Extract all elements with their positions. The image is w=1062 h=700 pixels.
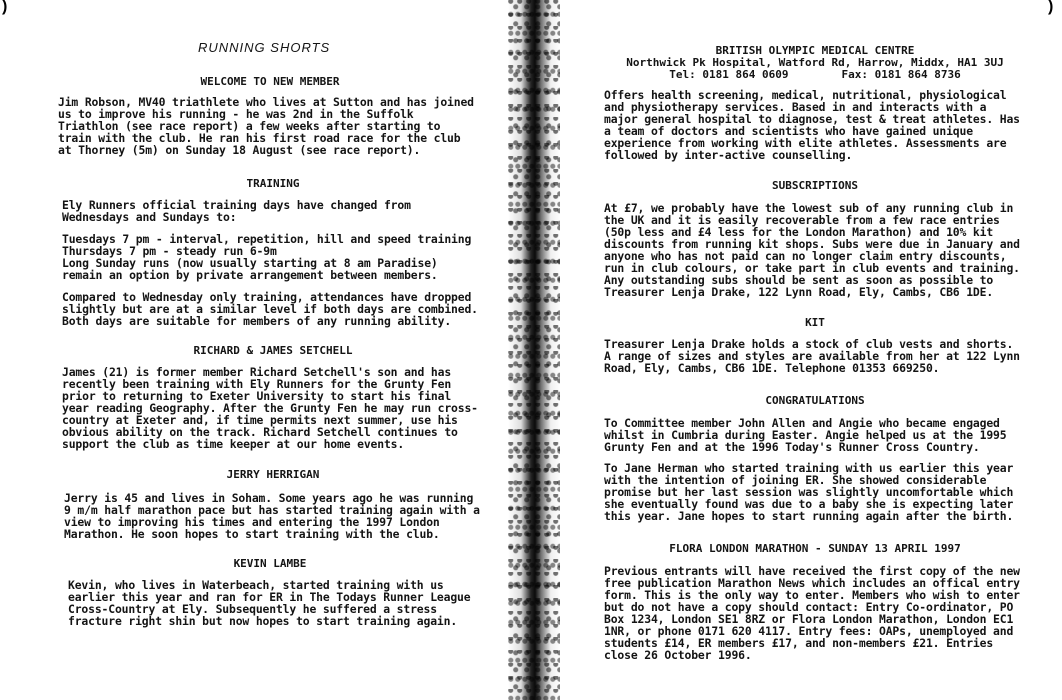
section-heading-london-marathon: FLORA LONDON MARATHON - SUNDAY 13 APRIL 1997 [669,542,961,555]
section-heading-kit: KIT [805,316,825,329]
page-edge-mark-left: ) [2,0,8,15]
section-heading-congratulations: CONGRATULATIONS [765,394,865,407]
paragraph-setchell: James (21) is former member Richard Setchell's son and has recently been training with Ely Runners for the Grunty Fen prior to returning to Exeter University to start his final year reading Geography. After the Grunty Fen he may run cross- country at Exeter and, if time permits next summer, use his obvious ability on the track. Richard Setchell continues to support the club as time keeper at our home events. [62,365,478,451]
paragraph-training-schedule: Tuesdays 7 pm - interval, repetition, hill and speed training Thursdays 7 pm - steady run 6-9m Long Sunday runs (now usually starting at 8 am Paradise) remain an option by private arrangement between members. [62,232,472,282]
section-heading-setchell: RICHARD & JAMES SETCHELL [193,344,353,357]
paragraph-congratulations-allen: To Committee member John Allen and Angie who became engaged whilst in Cumbria during Easter. Angie helped us at the 1995 Grunty Fen and at the 1996 Today's Runner Cross Country. [604,416,1007,454]
page-edge-mark-right: ) [1048,0,1054,15]
bomc-phone-fax: Tel: 0181 864 0609 Fax: 0181 864 8736 [669,68,961,81]
paragraph-london-marathon: Previous entrants will have received the first copy of the new free publication Marathon News which includes an offical entry form. This is the only way to enter. Members who wish to enter but do not have a copy should contact: Entry Co-ordinator, PO Box 1234, London SE1 8RZ or Flora London Marathon, London EC1 1NR, or phone 0171 620 4117. Entry fees: OAPs, unemployed and students £14, ER members £17, and non-members £21. Entries close 26 October 1996. [604,564,1020,662]
paragraph-herrigan: Jerry is 45 and lives in Soham. Some years ago he was running 9 m/m half marathon pace but has started training again with a view to improving his times and entering the 1997 London Marathon. He soon hopes to start training with the club. [64,491,480,541]
section-heading-lambe: KEVIN LAMBE [233,557,307,570]
paragraph-training-attendance: Compared to Wednesday only training, attendances have dropped slightly but are at a similar level if both days are combined. Both days are suitable for members of any running ability. [62,290,478,328]
paragraph-bomc-intro: Offers health screening, medical, nutritional, physiological and physiotherapy services. Based in and interacts with a major general hospital to diagnose, test & treat athletes. Has a team of doctors and scientists who have gained unique experience from working with elite athletes. Assessments are followed by inter-active counselling. [604,88,1020,162]
bomc-address: Northwick Pk Hospital, Watford Rd, Harrow, Middx, HA1 3UJ [626,56,1004,69]
paragraph-subscriptions: At £7, we probably have the lowest sub of any running club in the UK and it is easily recoverable from a few race entries (50p less and £4 less for the London Marathon) and 10% kit discounts from running kit shops. Subs were due in January and anyone who has not paid can no longer claim entry discounts, run in club colours, or take part in club events and training. Any outstanding subs should be sent as soon as possible to Treasurer Lenja Drake, 122 Lynn Road, Ely, Cambs, CB6 1DE. [604,201,1020,299]
paragraph-congratulations-herman: To Jane Herman who started training with us earlier this year with the intention of joining ER. She showed considerable promise but her last session was slightly uncomfortable which she eventually found was due to a baby she is expecting later this year. Jane hopes to start running again after the birth. [604,461,1014,523]
section-heading-training: TRAINING [246,177,300,190]
right-page [532,0,1062,700]
left-page [0,0,530,700]
bomc-name: BRITISH OLYMPIC MEDICAL CENTRE [715,44,915,57]
paragraph-lambe: Kevin, who lives in Waterbeach, started training with us earlier this year and ran for ER in The Todays Runner League Cross-Country at Ely. Subsequently he suffered a stress fracture right shin but now hopes to start training again. [68,578,471,628]
section-heading-subscriptions: SUBSCRIPTIONS [771,179,859,192]
newsletter-title: RUNNING SHORTS [198,40,331,55]
paragraph-welcome: Jim Robson, MV40 triathlete who lives at Sutton and has joined us to improve his running - he was 2nd in the Suffolk Triathlon (see race report) a few weeks after starting to train with the club. He ran his first road race for the club at Thorney (5m) on Sunday 18 August (see race report). [58,95,474,157]
section-heading-welcome: WELCOME TO NEW MEMBER [200,75,340,88]
paragraph-training-intro: Ely Runners official training days have changed from Wednesdays and Sundays to: [62,198,411,224]
section-heading-herrigan: JERRY HERRIGAN [226,468,320,481]
paragraph-kit: Treasurer Lenja Drake holds a stock of club vests and shorts. A range of sizes and styles are available from her at 122 Lynn Road, Ely, Cambs, CB6 1DE. Telephone 01353 669250. [604,337,1020,375]
